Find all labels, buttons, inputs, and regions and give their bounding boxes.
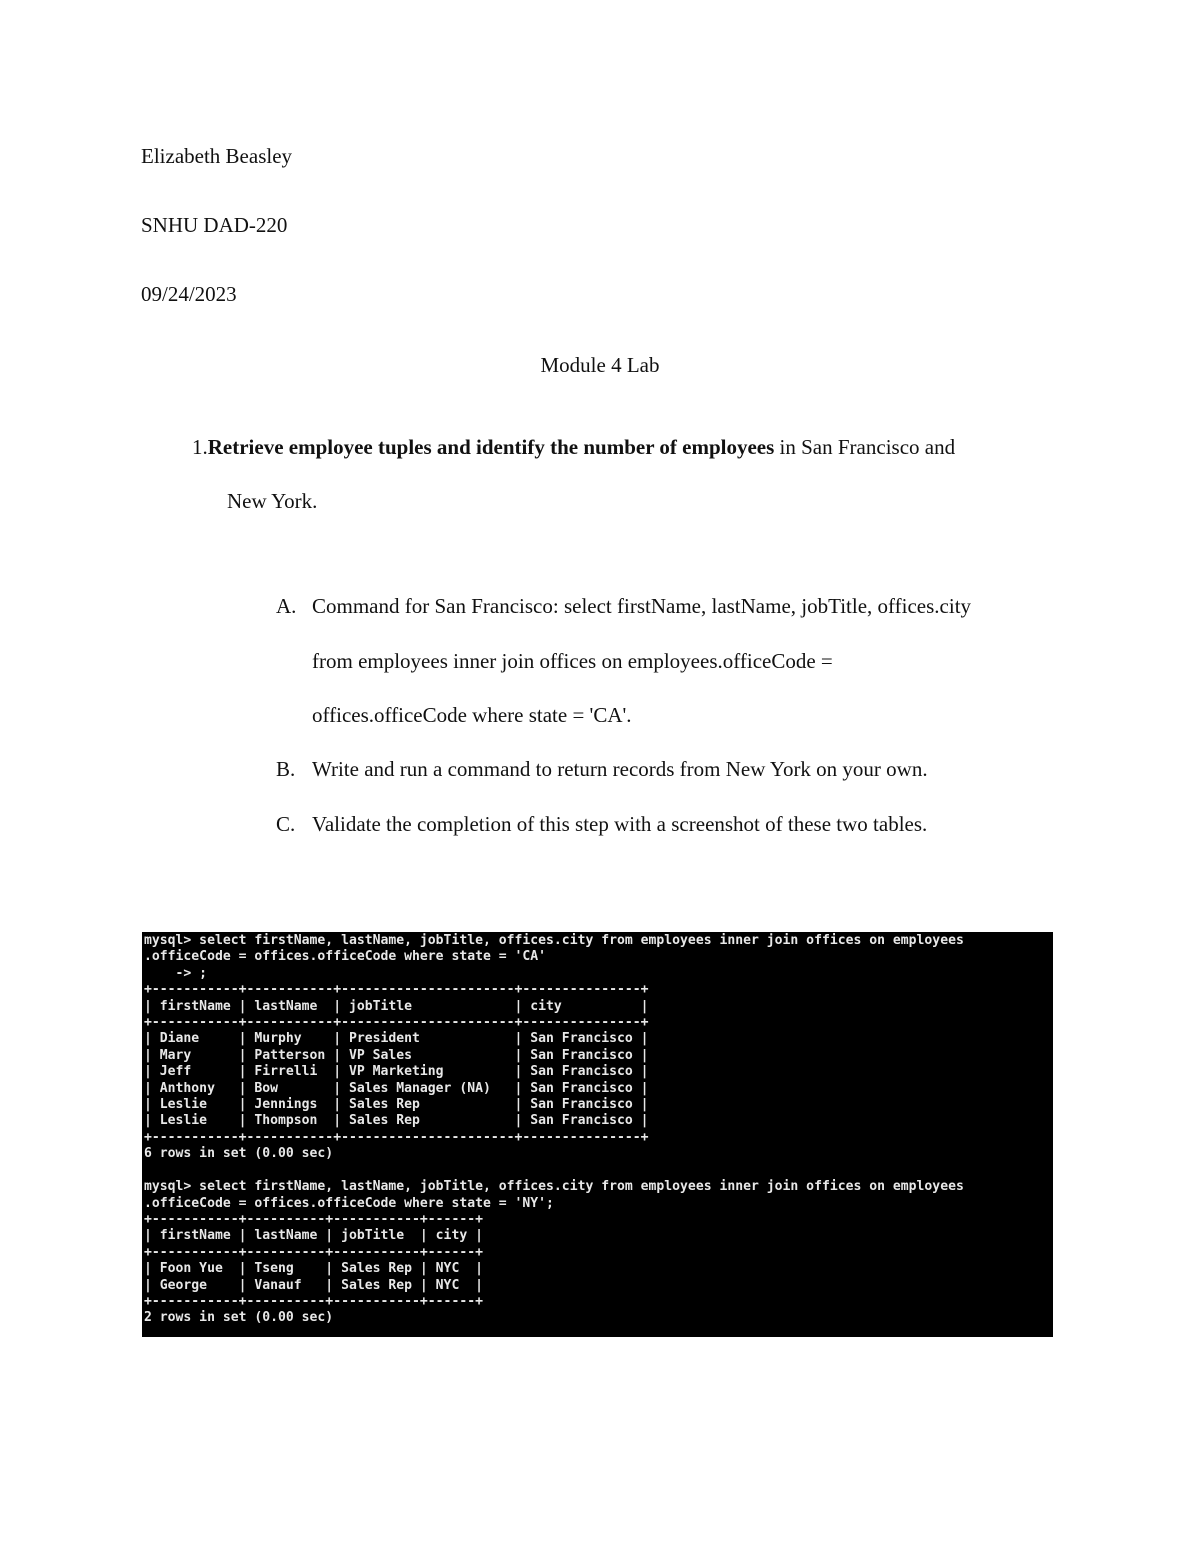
item-continuation: New York. [227,489,318,513]
terminal-line: +-----------+-----------+----------------------+---------------+ [144,1015,649,1031]
terminal-line: | Diane | Murphy | President | San Francisco | [144,1031,649,1047]
subitem-b-text: Write and run a command to return records from New York on your own. [312,757,928,781]
subitem-c-marker: C. [276,812,296,836]
document-date: 09/24/2023 [141,282,237,306]
terminal-line: -> ; [144,965,208,981]
terminal-line: | Foon Yue | Tseng | Sales Rep | NYC | [144,1261,483,1277]
item-bold-text: Retrieve employee tuples and identify the number of employees [207,435,775,459]
subitem-a-line-2: from employees inner join offices on employees.officeCode = [312,649,833,673]
subitem-c-text: Validate the completion of this step with a screenshot of these two tables. [312,812,928,836]
numbered-item-1 [192,437,955,458]
terminal-line: .officeCode = offices.officeCode where state = 'CA' [144,949,547,965]
item-rest-text: in San Francisco and [774,435,956,459]
terminal-line: | Leslie | Jennings | Sales Rep | San Francisco | [144,1097,649,1113]
terminal-line: +-----------+----------+-----------+------+ [144,1244,483,1260]
terminal-line: | George | Vanauf | Sales Rep | NYC | [144,1277,483,1293]
terminal-line: .officeCode = offices.officeCode where state = 'NY'; [144,1195,554,1211]
terminal-line: +-----------+-----------+----------------------+---------------+ [144,982,649,998]
subitem-b-marker: B. [276,757,296,781]
terminal-line: +-----------+----------+-----------+------+ [144,1293,483,1309]
terminal-line: | firstName | lastName | jobTitle | city | [144,1228,483,1244]
terminal-line: +-----------+-----------+----------------------+---------------+ [144,1129,649,1145]
terminal-line: mysql> select firstName, lastName, jobTitle, offices.city from employees inner join offices on employees [144,1179,964,1195]
author-name: Elizabeth Beasley [141,144,293,168]
item-number: 1. [192,435,208,459]
page-title: Module 4 Lab [540,353,660,377]
terminal-line: | Leslie | Thompson | Sales Rep | San Francisco | [144,1113,649,1129]
terminal-line: 2 rows in set (0.00 sec) [144,1310,334,1326]
terminal-line: mysql> select firstName, lastName, jobTitle, offices.city from employees inner join offices on employees [144,933,964,948]
subitem-a-marker: A. [276,594,297,618]
terminal-line: | firstName | lastName | jobTitle | city | [144,998,649,1014]
mysql-terminal-screenshot [142,932,1053,1337]
terminal-line: +-----------+----------+-----------+------+ [144,1211,483,1227]
terminal-line: | Mary | Patterson | VP Sales | San Francisco | [144,1047,649,1063]
terminal-line: 6 rows in set (0.00 sec) [144,1146,334,1162]
course-code: SNHU DAD-220 [141,213,288,237]
terminal-line: | Jeff | Firrelli | VP Marketing | San Francisco | [144,1064,649,1080]
subitem-a-line-3: offices.officeCode where state = 'CA'. [312,703,632,727]
subitem-a-line-1: Command for San Francisco: select firstName, lastName, jobTitle, offices.city [312,594,972,618]
terminal-line: | Anthony | Bow | Sales Manager (NA) | San Francisco | [144,1080,649,1096]
terminal-output [142,932,1053,1327]
